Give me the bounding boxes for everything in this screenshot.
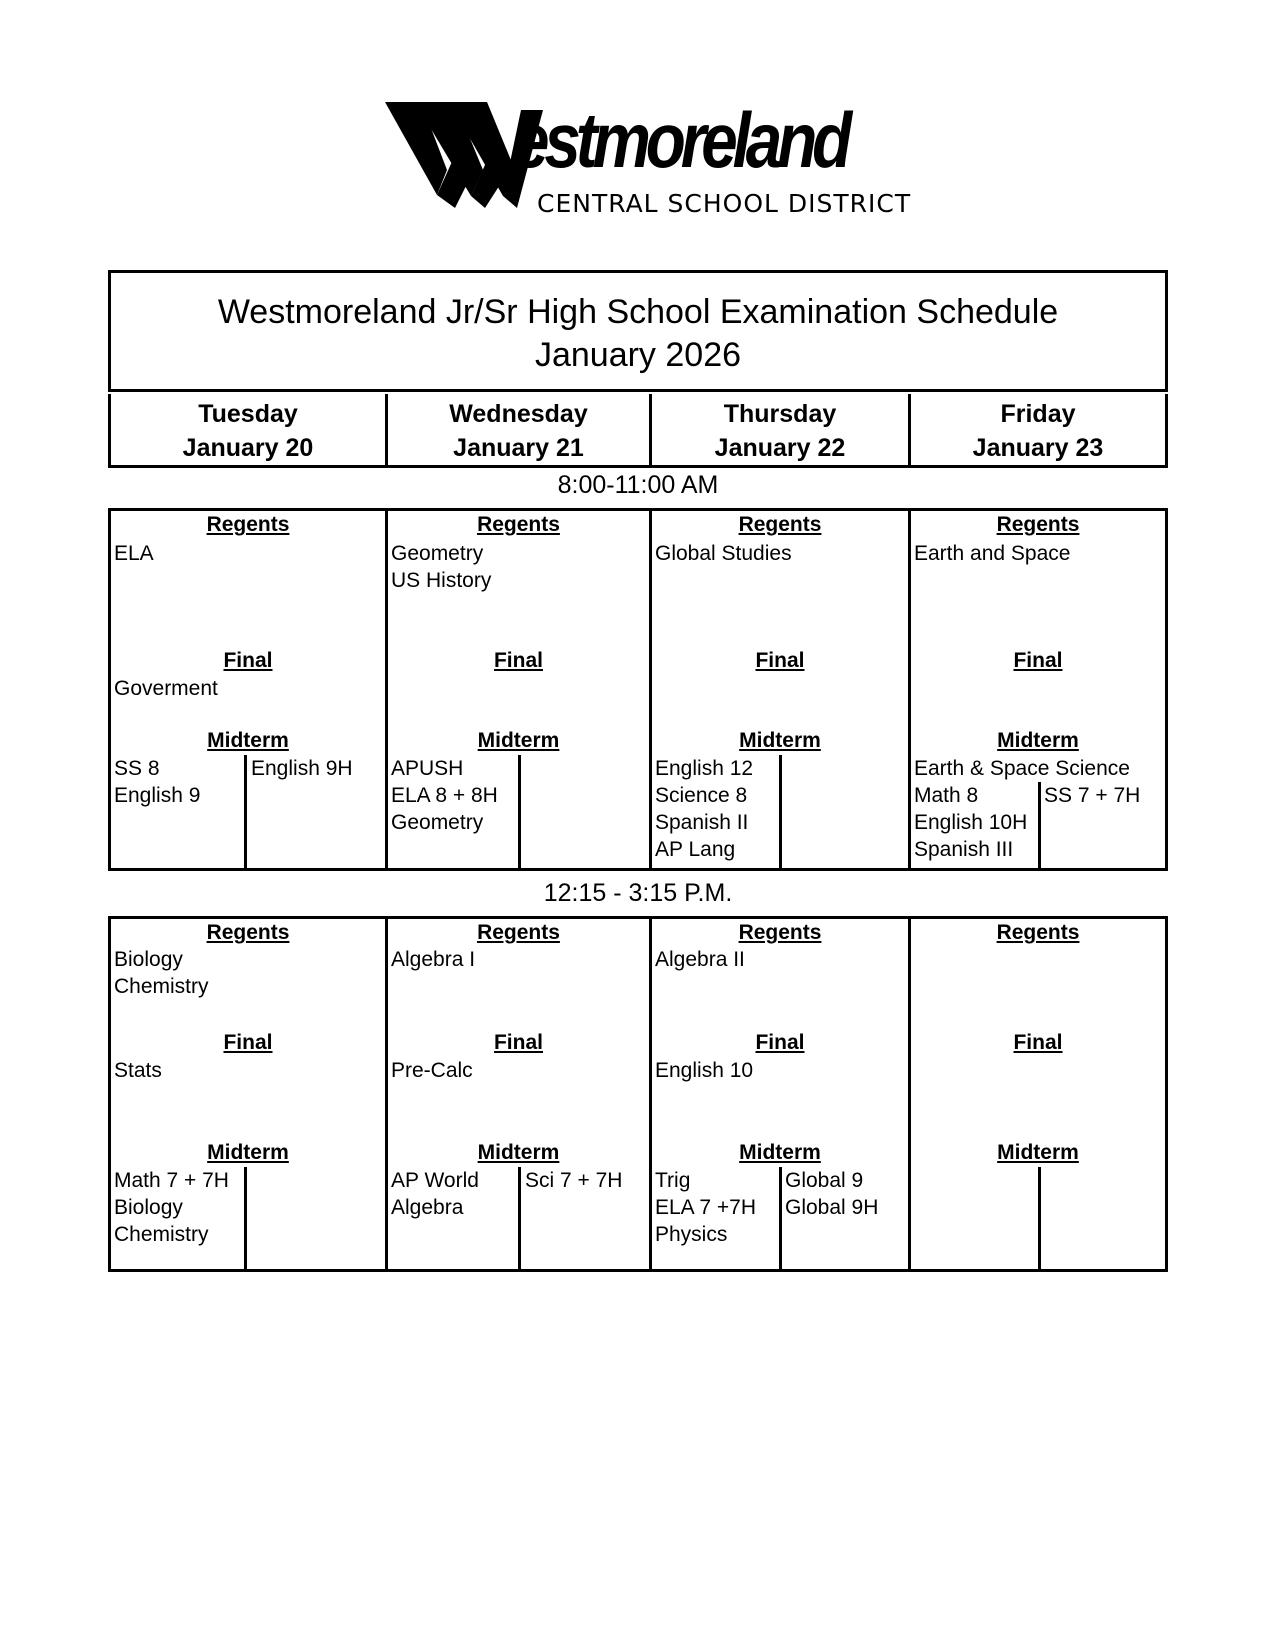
list-item: Physics bbox=[655, 1223, 728, 1246]
day-header-friday bbox=[911, 394, 1165, 465]
afternoon-session-grid bbox=[108, 916, 1168, 1272]
list-item: SS 8 bbox=[114, 757, 160, 780]
regents-heading: Regents bbox=[477, 921, 560, 944]
day-date: January 22 bbox=[714, 434, 846, 462]
list-item: Pre-Calc bbox=[391, 1059, 473, 1082]
list-item: Biology bbox=[114, 948, 183, 971]
midterm-heading: Midterm bbox=[207, 729, 289, 752]
regents-list bbox=[391, 946, 475, 973]
morning-tuesday-cell bbox=[111, 511, 388, 868]
day-date: January 21 bbox=[453, 434, 584, 462]
list-item: English 10 bbox=[655, 1059, 754, 1082]
day-date: January 20 bbox=[182, 434, 314, 462]
midterm-list-right bbox=[1044, 782, 1140, 809]
midterm-divider bbox=[1038, 782, 1041, 868]
midterm-divider bbox=[779, 1167, 782, 1269]
day-header-tuesday bbox=[111, 394, 388, 465]
final-list bbox=[114, 675, 218, 702]
midterm-heading: Midterm bbox=[739, 729, 821, 752]
list-item: Sci 7 + 7H bbox=[525, 1169, 623, 1192]
logo-subtitle: CENTRAL SCHOOL DISTRICT bbox=[537, 189, 912, 218]
list-item: English 10H bbox=[914, 811, 1028, 834]
list-item: Algebra bbox=[391, 1196, 464, 1219]
regents-list bbox=[114, 540, 154, 567]
midterm-divider bbox=[779, 755, 782, 868]
list-item: APUSH bbox=[391, 757, 464, 780]
final-heading: Final bbox=[755, 1031, 805, 1054]
regents-heading: Regents bbox=[738, 513, 822, 536]
regents-heading: Regents bbox=[996, 921, 1080, 944]
day-header-wednesday bbox=[388, 394, 652, 465]
midterm-divider bbox=[244, 1167, 247, 1269]
midterm-list-right bbox=[251, 755, 353, 782]
afternoon-tuesday-cell bbox=[111, 919, 388, 1269]
midterm-heading: Midterm bbox=[997, 729, 1079, 752]
midterm-divider bbox=[518, 755, 521, 868]
final-heading: Final bbox=[223, 649, 273, 672]
list-item: Global 9H bbox=[785, 1196, 879, 1219]
day-header-row bbox=[108, 394, 1168, 468]
final-list bbox=[114, 1057, 162, 1084]
list-item: Goverment bbox=[114, 677, 218, 700]
list-item: Earth and Space bbox=[914, 542, 1071, 565]
afternoon-friday-cell bbox=[911, 919, 1165, 1269]
regents-list bbox=[655, 540, 792, 567]
day-weekday: Tuesday bbox=[198, 400, 298, 428]
regents-heading: Regents bbox=[996, 513, 1080, 536]
list-item: Global Studies bbox=[655, 542, 792, 565]
list-item: Stats bbox=[114, 1059, 162, 1082]
midterm-divider bbox=[1038, 1167, 1041, 1269]
list-item: ELA 7 +7H bbox=[655, 1196, 756, 1219]
regents-heading: Regents bbox=[477, 513, 560, 536]
list-item: Spanish II bbox=[655, 811, 749, 834]
midterm-list-right bbox=[785, 1167, 878, 1221]
list-item: Spanish III bbox=[914, 838, 1014, 861]
regents-list bbox=[391, 540, 491, 594]
midterm-list-left bbox=[655, 1167, 756, 1248]
morning-session-grid bbox=[108, 508, 1168, 871]
midterm-heading: Midterm bbox=[739, 1141, 821, 1164]
schedule-month: January 2026 bbox=[534, 336, 742, 374]
list-item: Trig bbox=[655, 1169, 691, 1192]
midterm-heading: Midterm bbox=[477, 1141, 560, 1164]
midterm-heading: Midterm bbox=[207, 1141, 289, 1164]
list-item: ELA bbox=[114, 542, 154, 565]
final-heading: Final bbox=[755, 649, 805, 672]
list-item: Math 8 bbox=[914, 784, 979, 807]
logo-wordmark: estmoreland bbox=[513, 96, 848, 184]
list-item: ELA 8 + 8H bbox=[391, 784, 498, 807]
midterm-list-left bbox=[114, 755, 200, 809]
list-item: Chemistry bbox=[114, 1223, 209, 1246]
list-item: Algebra I bbox=[391, 948, 476, 971]
list-item: Geometry bbox=[391, 811, 484, 834]
midterm-list-left bbox=[114, 1167, 229, 1248]
list-item: SS 7 + 7H bbox=[1044, 784, 1141, 807]
day-weekday: Thursday bbox=[723, 400, 837, 428]
morning-friday-cell bbox=[911, 511, 1165, 868]
list-item: English 12 bbox=[655, 757, 754, 780]
final-list bbox=[655, 1057, 753, 1084]
midterm-divider bbox=[244, 755, 247, 868]
list-item: Algebra II bbox=[655, 948, 745, 971]
list-item: AP Lang bbox=[655, 838, 736, 861]
regents-heading: Regents bbox=[206, 921, 290, 944]
day-weekday: Wednesday bbox=[449, 400, 588, 428]
list-item: AP World bbox=[391, 1169, 479, 1192]
final-heading: Final bbox=[493, 1031, 543, 1054]
final-heading: Final bbox=[1013, 1031, 1063, 1054]
final-heading: Final bbox=[223, 1031, 273, 1054]
district-logo bbox=[385, 96, 912, 220]
regents-heading: Regents bbox=[738, 921, 822, 944]
list-item: English 9 bbox=[114, 784, 201, 807]
midterm-heading: Midterm bbox=[477, 729, 560, 752]
midterm-list-right bbox=[525, 1167, 622, 1194]
schedule-title-box bbox=[108, 270, 1168, 392]
list-item: Math 7 + 7H bbox=[114, 1169, 229, 1192]
midterm-list-left bbox=[391, 1167, 479, 1221]
midterm-divider bbox=[518, 1167, 521, 1269]
morning-session-time: 8:00-11:00 AM bbox=[557, 471, 719, 499]
day-weekday: Friday bbox=[1000, 400, 1076, 428]
list-item: Geometry bbox=[391, 542, 484, 565]
regents-list bbox=[655, 946, 745, 973]
midterm-heading: Midterm bbox=[997, 1141, 1079, 1164]
final-list bbox=[391, 1057, 473, 1084]
regents-heading: Regents bbox=[206, 513, 290, 536]
schedule-title: Westmoreland Jr/Sr High School Examination Schedule bbox=[217, 293, 1059, 331]
morning-thursday-cell bbox=[652, 511, 911, 868]
final-heading: Final bbox=[493, 649, 543, 672]
list-item: US History bbox=[391, 569, 492, 592]
regents-list bbox=[914, 540, 1070, 567]
day-header-thursday bbox=[652, 394, 911, 465]
final-heading: Final bbox=[1013, 649, 1063, 672]
day-date: January 23 bbox=[972, 434, 1104, 462]
list-item: Chemistry bbox=[114, 975, 209, 998]
midterm-list-left bbox=[655, 755, 753, 863]
list-item: Earth & Space Science bbox=[914, 757, 1130, 780]
midterm-list-left bbox=[914, 782, 1027, 863]
list-item: English 9H bbox=[251, 757, 353, 780]
midterm-list-left bbox=[391, 755, 498, 836]
afternoon-thursday-cell bbox=[652, 919, 911, 1269]
list-item: Biology bbox=[114, 1196, 183, 1219]
morning-wednesday-cell bbox=[388, 511, 652, 868]
regents-list bbox=[114, 946, 209, 1000]
list-item: Global 9 bbox=[785, 1169, 864, 1192]
midterm-list-full bbox=[914, 755, 1130, 782]
afternoon-wednesday-cell bbox=[388, 919, 652, 1269]
list-item: Science 8 bbox=[655, 784, 748, 807]
afternoon-session-time: 12:15 - 3:15 P.M. bbox=[543, 879, 733, 907]
